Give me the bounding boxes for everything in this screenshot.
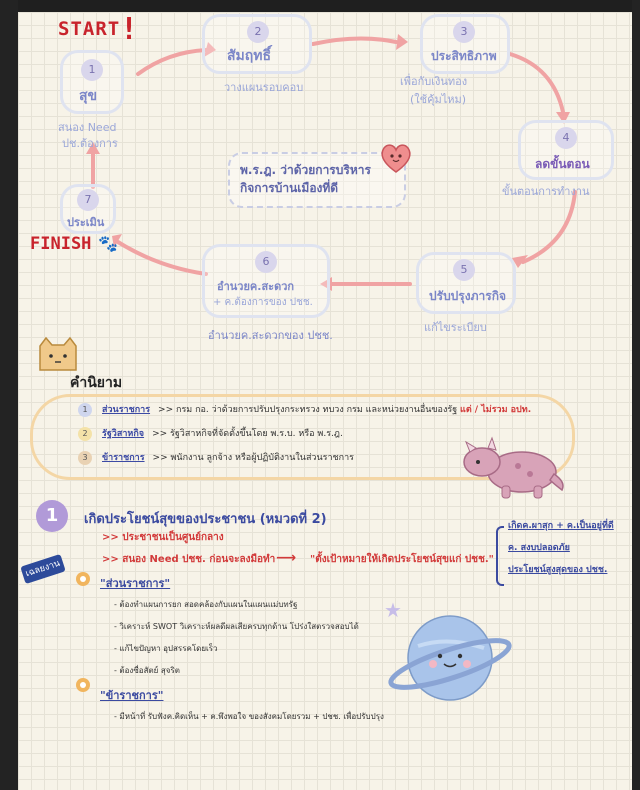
bullet-dot-icon	[76, 678, 90, 692]
center-line-2: กิจการบ้านเมืองที่ดี	[240, 181, 339, 195]
cycle-node-4	[518, 120, 614, 180]
arrow-3-4	[510, 54, 563, 112]
step-title: อำนวยค.สะดวก	[217, 280, 295, 293]
step-title: ประสิทธิภาพ	[431, 49, 497, 63]
arrow-6-7	[118, 242, 206, 274]
right-note-2: ค. สงบปลอดภัย	[508, 543, 570, 553]
finish-label: FINISH	[30, 234, 92, 254]
definition-number: 3	[78, 451, 92, 465]
definitions-title: คำนิยาม	[70, 375, 123, 391]
definition-desc: >> รัฐวิสาหกิจที่จัดตั้งขึ้นโดย พ.ร.บ. หรือ พ.ร.ฎ.	[152, 429, 343, 439]
step-3-sub-1: เพื่อกับเงินทอง	[400, 75, 468, 88]
step-3-sub-2: (ใช้คุ้มไหม)	[410, 93, 467, 106]
group-1-item-4: - ต้องซื่อสัตย์ สุจริต	[114, 666, 180, 675]
definition-row-1	[78, 402, 531, 420]
step-number: 7	[77, 189, 99, 211]
right-arrow-icon: ⟶	[276, 550, 297, 566]
group-2-heading: "ข้าราชการ"	[100, 689, 164, 702]
window-top-bar	[0, 0, 640, 12]
step-6-sub-2: อำนวยค.สะดวกของ ปชช.	[208, 329, 333, 342]
heart-icon	[378, 140, 414, 176]
step-4-sub-1: ขั้นตอนการทำงาน	[502, 185, 590, 198]
center-line-1: พ.ร.ฎ. ว่าด้วยการบริหาร	[240, 163, 371, 177]
section-line-1: >> ประชาชนเป็นศูนย์กลาง	[102, 532, 224, 543]
right-note-1: เกิดค.ผาสุก + ค.เป็นอยู่ที่ดี	[508, 521, 614, 531]
cycle-node-3	[420, 14, 510, 74]
definition-number: 2	[78, 427, 92, 441]
cycle-node-2	[202, 14, 312, 74]
section-line-2: >> สนอง Need ปชช. ก่อนจะลงมือทำ	[102, 554, 276, 565]
step-number: 2	[247, 21, 269, 43]
definition-row-3	[78, 450, 354, 468]
step-6-sub-1: + ค.ต้องการของ ปชช.	[213, 297, 313, 308]
paw-icon: 🐾	[98, 234, 118, 253]
step-title: ปรับปรุงภารกิจ	[429, 289, 506, 303]
cycle-node-5	[416, 252, 516, 314]
step-title: สุข	[79, 88, 98, 104]
step-number: 6	[255, 251, 277, 273]
step-title: ลดขั้นตอน	[535, 157, 590, 171]
group-1-item-3: - แก้ไขปัญหา อุปสรรคโดยเร็ว	[114, 644, 218, 653]
section-title: เกิดประโยชน์สุขของประชาชน (หมวดที่ 2)	[84, 512, 327, 527]
step-number: 5	[453, 259, 475, 281]
bullet-dot-icon	[76, 572, 90, 586]
step-number: 4	[555, 127, 577, 149]
start-label: START !	[58, 12, 140, 47]
definition-row-2	[78, 426, 343, 444]
definition-term: ข้าราชการ	[102, 453, 145, 463]
window-right-edge	[632, 0, 640, 790]
cycle-node-1	[60, 50, 124, 114]
note-page	[18, 12, 632, 790]
cycle-node-6	[202, 244, 330, 318]
section-goal: "ตั้งเป้าหมายให้เกิดประโยชน์สุขแก่ ปชช."	[310, 554, 494, 565]
step-1-sub-1: สนอง Need	[58, 121, 117, 134]
window-left-edge	[0, 0, 18, 790]
side-tag: เฉลยงาน	[20, 554, 66, 584]
dinosaur-icon	[458, 432, 568, 502]
step-number: 3	[453, 21, 475, 43]
group-2-item-1: - มีหน้าที่ รับฟังค.คิดเห็น + ค.พึงพอใจ ของสังคมโดยรวม + ปชช. เพื่อปรับปรุง	[114, 712, 384, 721]
definition-term: ส่วนราชการ	[102, 405, 151, 415]
step-2-sub-1: วางแผนรอบคอบ	[224, 81, 304, 94]
cat-icon	[34, 334, 82, 374]
arrow-2-3	[313, 38, 396, 44]
step-5-sub-1: แก้ไขระเบียบ	[424, 321, 487, 334]
group-1-heading: "ส่วนราชการ"	[100, 577, 171, 590]
bracket	[496, 526, 504, 586]
step-number: 1	[81, 59, 103, 81]
definition-term: รัฐวิสาหกิจ	[102, 429, 145, 439]
definition-number: 1	[78, 403, 92, 417]
star-icon: ★	[384, 598, 402, 622]
planet-icon	[388, 602, 518, 712]
step-title: ประเมิน	[67, 216, 105, 229]
section-number-badge: 1	[36, 500, 68, 532]
definition-desc: >> กรม กอ. ว่าด้วยการปรับปรุงกระทรวง ทบวง กรม และหน่วยงานอื่นของรัฐ	[158, 405, 458, 415]
step-1-sub-2: ปช.ต้องการ	[62, 137, 118, 150]
group-1-item-2: - วิเคราะห์ SWOT วิเคราะห์ผลดีผลเสียครบทุกด้าน โปร่งใสตรวจสอบได้	[114, 622, 359, 631]
group-1-item-1: - ต้องทำแผนการยก สอดคล้องกับแผนในแผนแม่บทรัฐ	[114, 600, 298, 609]
arrow-4-5	[523, 192, 575, 262]
definition-desc: >> พนักงาน ลูกจ้าง หรือผู้ปฏิบัติงานในส่วนราชการ	[152, 453, 354, 463]
cycle-node-7	[60, 184, 116, 234]
definition-highlight: แต่ / ไม่รวม อปท.	[460, 405, 532, 415]
arrow-1-2	[138, 50, 206, 74]
right-note-3: ประโยชน์สูงสุดของ ปชช.	[508, 565, 608, 575]
step-title: สัมฤทธิ์	[227, 48, 272, 64]
